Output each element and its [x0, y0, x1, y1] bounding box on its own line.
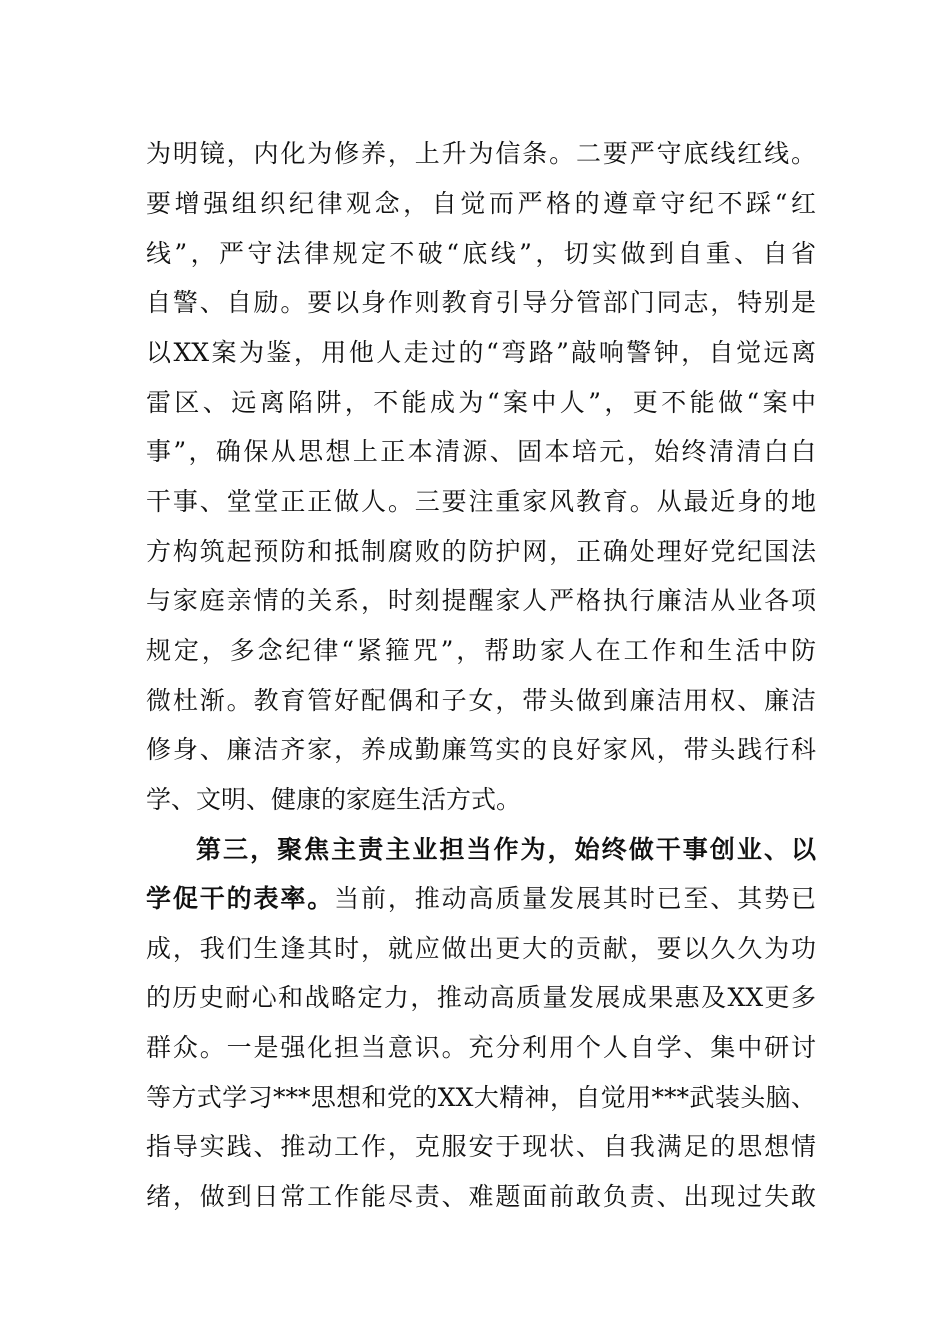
text-line: 事”，确保从思想上正本清源、固本培元，始终清清白白: [146, 437, 816, 466]
text-line: 雷区、远离陷阱，不能成为“案中人”，更不能做“案中: [146, 388, 816, 417]
text-line: 修身、廉洁齐家，养成勤廉笃实的良好家风，带头践行科: [146, 735, 816, 764]
text-line: 干事、堂堂正正做人。三要注重家风教育。从最近身的地: [146, 487, 816, 516]
text-line: 规定，多念纪律“紧箍咒”，帮助家人在工作和生活中防: [146, 636, 816, 665]
text-line: 的历史耐心和战略定力，推动高质量发展成果惠及XX更多: [146, 983, 816, 1012]
text-line: 绪，做到日常工作能尽责、难题面前敢负责、出现过失敢: [146, 1182, 816, 1211]
text-line: 为明镜，内化为修养，上升为信条。二要严守底线红线。: [146, 139, 816, 168]
text-line: 等方式学习***思想和党的XX大精神，自觉用***武装头脑、: [146, 1083, 816, 1112]
text-line: 以XX案为鉴，用他人走过的“弯路”敲响警钟，自觉远离: [146, 338, 816, 367]
text-line: 指导实践、推动工作，克服安于现状、自我满足的思想情: [146, 1132, 816, 1161]
text-line: 方构筑起预防和抵制腐败的防护网，正确处理好党纪国法: [146, 537, 816, 566]
text-line: [146, 874, 816, 924]
text-line: 学、文明、健康的家庭生活方式。: [146, 785, 522, 814]
section-heading-end: 学促干的表率。: [146, 884, 335, 913]
text-line: 自警、自励。要以身作则教育引导分管部门同志，特别是: [146, 288, 816, 317]
section-heading: 第三，聚焦主责主业担当作为，始终做干事创业、以: [196, 835, 816, 864]
text-line: 微杜渐。教育管好配偶和子女，带头做到廉洁用权、廉洁: [146, 686, 816, 715]
text-span: 当前，推动高质量发展其时已至、其势已: [334, 884, 816, 913]
text-line: 群众。一是强化担当意识。充分利用个人自学、集中研讨: [146, 1033, 816, 1062]
text-line: 成，我们生逢其时，就应做出更大的贡献，要以久久为功: [146, 934, 816, 963]
text-line: 要增强组织纪律观念，自觉而严格的遵章守纪不踩“红: [146, 189, 816, 218]
text-line: 线”，严守法律规定不破“底线”，切实做到自重、自省: [146, 239, 816, 268]
text-line: 与家庭亲情的关系，时刻提醒家人严格执行廉洁从业各项: [146, 586, 816, 615]
